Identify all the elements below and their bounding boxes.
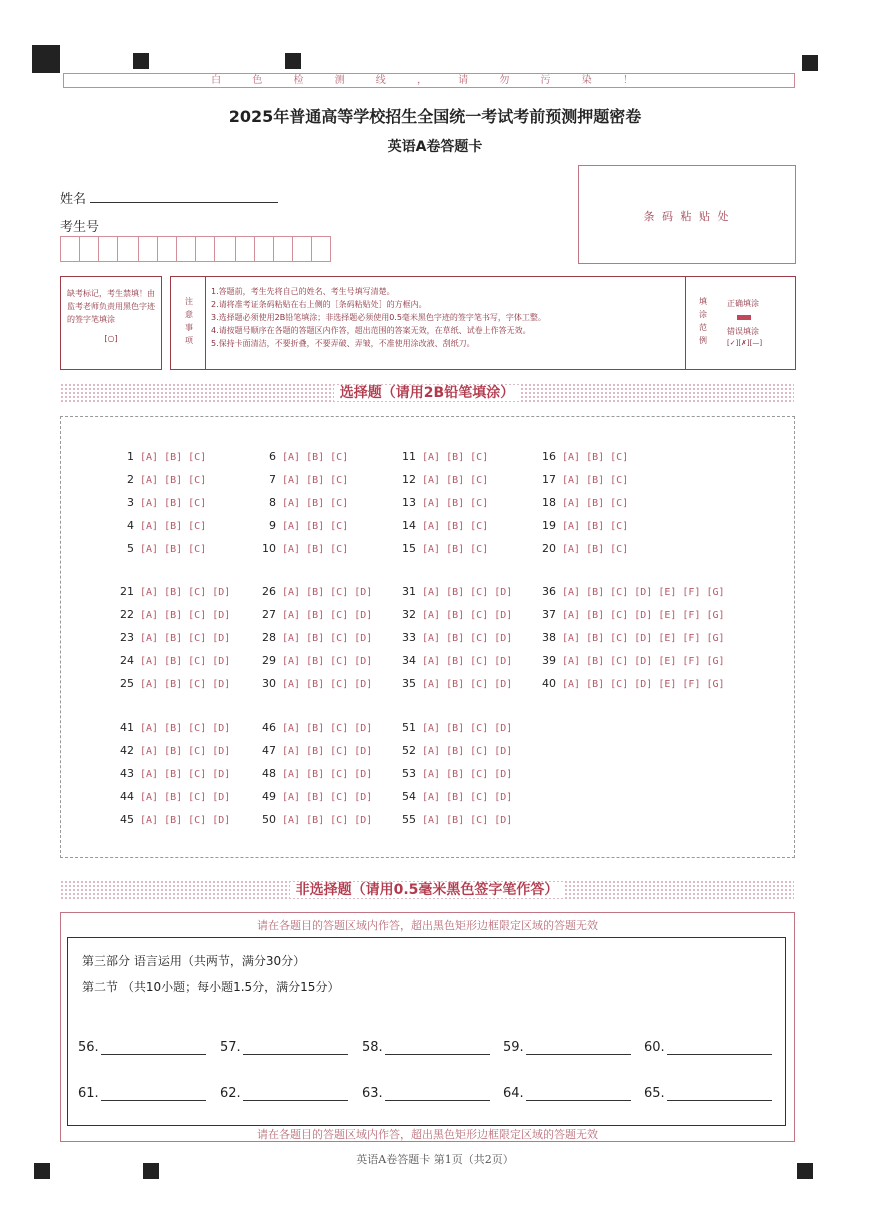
answer-options[interactable]: [A] [B] [C] [D] [E] [F] [G] (562, 610, 725, 621)
page-title: 2025年普通高等学校招生全国统一考试考前预测押题密卷 (228, 107, 642, 126)
question-number: 38 (542, 631, 556, 644)
question-44[interactable] (118, 790, 234, 803)
answer-options[interactable]: [A] [B] [C] (562, 544, 629, 555)
id-digit-cell[interactable] (79, 236, 99, 262)
question-number: 9 (269, 519, 276, 532)
blank-number: 61. (78, 1086, 99, 1101)
objective-header (60, 383, 794, 403)
question-4[interactable] (118, 519, 210, 532)
question-number: 28 (262, 631, 276, 644)
question-number: 47 (262, 744, 276, 757)
answer-options[interactable]: [A] [B] [C] [D] (422, 815, 513, 826)
question-46[interactable] (260, 721, 376, 734)
question-number: 3 (127, 496, 134, 509)
answer-blank[interactable] (644, 1086, 772, 1101)
blank-line[interactable] (101, 1088, 206, 1101)
blank-line[interactable] (243, 1088, 348, 1101)
answer-options[interactable]: [A] [B] [C] [D] (422, 746, 513, 757)
question-10[interactable] (260, 542, 352, 555)
detection-band: 白 色 检 测 线 ， 请 勿 污 染 ！ (63, 73, 795, 88)
answer-options[interactable]: [A] [B] [C] [D] (140, 633, 231, 644)
registration-mark (133, 53, 149, 69)
question-number: 11 (402, 450, 416, 463)
id-digit-cell[interactable] (195, 236, 215, 262)
answer-blank[interactable] (503, 1040, 631, 1055)
question-22[interactable] (118, 608, 234, 621)
notice-item: 1.答题前，考生先将自己的姓名、考生号填写清楚。 (211, 287, 395, 296)
question-number: 35 (402, 677, 416, 690)
name-label: 姓名 (60, 192, 87, 207)
question-41[interactable] (118, 721, 234, 734)
blank-number: 60. (644, 1040, 665, 1055)
question-7[interactable] (260, 473, 352, 486)
blank-line[interactable] (667, 1088, 772, 1101)
question-number: 46 (262, 721, 276, 734)
question-number: 53 (402, 767, 416, 780)
question-37[interactable] (540, 608, 729, 621)
question-27[interactable] (260, 608, 376, 621)
answer-options[interactable]: [A] [B] [C] (562, 498, 629, 509)
question-53[interactable] (400, 767, 516, 780)
question-18[interactable] (540, 496, 632, 509)
answer-options[interactable]: [A] [B] [C] (140, 521, 207, 532)
blank-number: 59. (503, 1040, 524, 1055)
answer-options[interactable]: [A] [B] [C] [D] (422, 610, 513, 621)
question-1[interactable] (118, 450, 210, 463)
subjective-title: 非选择题（请用0.5毫米黑色签字笔作答） (290, 882, 565, 898)
blank-number: 63. (362, 1086, 383, 1101)
id-digit-cell[interactable] (254, 236, 274, 262)
answer-options[interactable]: [A] [B] [C] [D] (422, 633, 513, 644)
answer-options[interactable]: [A] [B] [C] [D] (140, 610, 231, 621)
question-39[interactable] (540, 654, 729, 667)
answer-options[interactable]: [A] [B] [C] [D] (422, 656, 513, 667)
question-33[interactable] (400, 631, 516, 644)
answer-options[interactable]: [A] [B] [C] [D] (282, 769, 373, 780)
question-number: 37 (542, 608, 556, 621)
notice-item: 3.选择题必须使用2B铅笔填涂；非选择题必须使用0.5毫米黑色字迹的签字笔书写，字体工整。 (211, 313, 546, 322)
registration-mark (802, 55, 818, 71)
answer-options[interactable]: [A] [B] [C] [D] (282, 679, 373, 690)
question-6[interactable] (260, 450, 352, 463)
id-digit-cell[interactable] (214, 236, 236, 262)
id-label: 考生号 (60, 220, 100, 235)
answer-options[interactable]: [A] [B] [C] [D] (282, 633, 373, 644)
question-number: 17 (542, 473, 556, 486)
answer-options[interactable]: [A] [B] [C] [D] (282, 792, 373, 803)
question-number: 16 (542, 450, 556, 463)
question-55[interactable] (400, 813, 516, 826)
id-digit-cell[interactable] (138, 236, 158, 262)
question-12[interactable] (400, 473, 492, 486)
notice-item: 2.请将准考证条码粘贴在右上侧的［条码粘贴处］的方框内。 (211, 300, 427, 309)
answer-options[interactable]: [A] [B] [C] [D] (422, 679, 513, 690)
question-19[interactable] (540, 519, 632, 532)
answer-options[interactable]: [A] [B] [C] (282, 475, 349, 486)
answer-options[interactable]: [A] [B] [C] [D] (282, 746, 373, 757)
answer-blank[interactable] (78, 1086, 206, 1101)
blank-number: 58. (362, 1040, 383, 1055)
answer-options[interactable]: [A] [B] [C] [D] (422, 587, 513, 598)
blank-line[interactable] (526, 1042, 631, 1055)
question-number: 23 (120, 631, 134, 644)
question-number: 54 (402, 790, 416, 803)
question-32[interactable] (400, 608, 516, 621)
question-number: 44 (120, 790, 134, 803)
question-54[interactable] (400, 790, 516, 803)
answer-options[interactable]: [A] [B] [C] (282, 544, 349, 555)
objective-title: 选择题（请用2B铅笔填涂） (334, 385, 520, 401)
page-footer: 英语A卷答题卡 第1页（共2页） (356, 1153, 514, 1166)
question-51[interactable] (400, 721, 516, 734)
question-number: 30 (262, 677, 276, 690)
question-number: 14 (402, 519, 416, 532)
answer-options[interactable]: [A] [B] [C] [D] (140, 723, 231, 734)
answer-options[interactable]: [A] [B] [C] (282, 521, 349, 532)
question-number: 41 (120, 721, 134, 734)
id-digit-cell[interactable] (60, 236, 80, 262)
answer-options[interactable]: [A] [B] [C] [D] (422, 792, 513, 803)
question-number: 8 (269, 496, 276, 509)
question-36[interactable] (540, 585, 729, 598)
question-number: 20 (542, 542, 556, 555)
question-number: 25 (120, 677, 134, 690)
blank-number: 64. (503, 1086, 524, 1101)
question-8[interactable] (260, 496, 352, 509)
section-heading: 第二节 （共10小题；每小题1.5分，满分15分） (82, 980, 340, 994)
question-23[interactable] (118, 631, 234, 644)
id-digit-cell[interactable] (98, 236, 118, 262)
answer-options[interactable]: [A] [B] [C] (422, 452, 489, 463)
question-31[interactable] (400, 585, 516, 598)
question-number: 45 (120, 813, 134, 826)
answer-options[interactable]: [A] [B] [C] [D] (140, 769, 231, 780)
id-digit-cell[interactable] (311, 236, 331, 262)
id-grid[interactable] (60, 236, 330, 262)
correct-fill-sample (737, 315, 751, 320)
blank-line[interactable] (243, 1042, 348, 1055)
answer-options[interactable]: [A] [B] [C] [D] [E] [F] [G] (562, 679, 725, 690)
question-number: 55 (402, 813, 416, 826)
question-13[interactable] (400, 496, 492, 509)
question-17[interactable] (540, 473, 632, 486)
id-digit-cell[interactable] (117, 236, 139, 262)
answer-blank[interactable] (78, 1040, 206, 1055)
question-35[interactable] (400, 677, 516, 690)
absent-box (60, 276, 162, 370)
answer-options[interactable]: [A] [B] [C] [D] [E] [F] [G] (562, 656, 725, 667)
question-number: 10 (262, 542, 276, 555)
question-29[interactable] (260, 654, 376, 667)
question-number: 42 (120, 744, 134, 757)
question-49[interactable] (260, 790, 376, 803)
question-number: 48 (262, 767, 276, 780)
blank-line[interactable] (667, 1042, 772, 1055)
page-subtitle: 英语A卷答题卡 (387, 139, 483, 155)
question-30[interactable] (260, 677, 376, 690)
notice-item: 5.保持卡面清洁，不要折叠，不要弄破、弄皱，不准使用涂改液、刮纸刀。 (211, 339, 475, 348)
question-number: 52 (402, 744, 416, 757)
answer-options[interactable]: [A] [B] [C] [D] (282, 610, 373, 621)
question-number: 27 (262, 608, 276, 621)
notice-item: 4.请按题号顺序在各题的答题区内作答，超出范围的答案无效，在草纸、试卷上作答无效。 (211, 326, 531, 335)
answer-options[interactable]: [A] [B] [C] [D] (140, 679, 231, 690)
question-number: 18 (542, 496, 556, 509)
blank-number: 57. (220, 1040, 241, 1055)
answer-options[interactable]: [A] [B] [C] (422, 475, 489, 486)
answer-options[interactable]: [A] [B] [C] (282, 452, 349, 463)
answer-blank[interactable] (362, 1040, 490, 1055)
absent-mark[interactable]: [○] (104, 334, 118, 343)
question-number: 7 (269, 473, 276, 486)
question-26[interactable] (260, 585, 376, 598)
question-number: 51 (402, 721, 416, 734)
area-warning-bottom: 请在各题目的答题区域内作答，超出黑色矩形边框限定区域的答题无效 (257, 1128, 598, 1141)
answer-options[interactable]: [A] [B] [C] [D] [E] [F] [G] (562, 633, 725, 644)
answer-options[interactable]: [A] [B] [C] [D] (282, 656, 373, 667)
question-2[interactable] (118, 473, 210, 486)
answer-options[interactable]: [A] [B] [C] [D] (140, 587, 231, 598)
question-45[interactable] (118, 813, 234, 826)
answer-options[interactable]: [A] [B] [C] (140, 452, 207, 463)
notice-box (170, 276, 796, 370)
question-number: 6 (269, 450, 276, 463)
barcode-area (578, 165, 796, 264)
id-digit-cell[interactable] (157, 236, 177, 262)
id-digit-cell[interactable] (292, 236, 312, 262)
question-50[interactable] (260, 813, 376, 826)
answer-options[interactable]: [A] [B] [C] (562, 521, 629, 532)
blank-line[interactable] (101, 1042, 206, 1055)
question-16[interactable] (540, 450, 632, 463)
question-number: 12 (402, 473, 416, 486)
notice-list (211, 285, 681, 350)
question-25[interactable] (118, 677, 234, 690)
wrong-fill-sample: [✓][✗][—] (727, 339, 763, 347)
answer-options[interactable]: [A] [B] [C] (422, 498, 489, 509)
question-number: 15 (402, 542, 416, 555)
question-number: 21 (120, 585, 134, 598)
question-9[interactable] (260, 519, 352, 532)
answer-options[interactable]: [A] [B] [C] [D] (422, 769, 513, 780)
answer-blank[interactable] (503, 1086, 631, 1101)
answer-options[interactable]: [A] [B] [C] (562, 452, 629, 463)
answer-options[interactable]: [A] [B] [C] (140, 498, 207, 509)
question-21[interactable] (118, 585, 234, 598)
registration-mark (32, 45, 60, 73)
question-47[interactable] (260, 744, 376, 757)
registration-mark (285, 53, 301, 69)
fill-example-label: 填涂范例 (699, 297, 707, 345)
correct-fill-label: 正确填涂 (727, 299, 759, 308)
question-number: 4 (127, 519, 134, 532)
answer-blank[interactable] (644, 1040, 772, 1055)
question-number: 36 (542, 585, 556, 598)
blank-line[interactable] (385, 1088, 490, 1101)
question-11[interactable] (400, 450, 492, 463)
part-heading: 第三部分 语言运用（共两节，满分30分） (82, 954, 306, 968)
barcode-label: 条 码 粘 贴 处 (643, 210, 731, 223)
question-52[interactable] (400, 744, 516, 757)
question-number: 1 (127, 450, 134, 463)
answer-blank[interactable] (220, 1086, 348, 1101)
question-number: 2 (127, 473, 134, 486)
question-5[interactable] (118, 542, 210, 555)
question-number: 5 (127, 542, 134, 555)
id-digit-cell[interactable] (273, 236, 293, 262)
question-38[interactable] (540, 631, 729, 644)
answer-options[interactable]: [A] [B] [C] [D] (422, 723, 513, 734)
question-number: 31 (402, 585, 416, 598)
question-number: 19 (542, 519, 556, 532)
answer-options[interactable]: [A] [B] [C] [D] (140, 815, 231, 826)
question-number: 33 (402, 631, 416, 644)
id-digit-cell[interactable] (176, 236, 196, 262)
answer-options[interactable]: [A] [B] [C] (282, 498, 349, 509)
question-3[interactable] (118, 496, 210, 509)
answer-options[interactable]: [A] [B] [C] [D] (282, 815, 373, 826)
answer-options[interactable]: [A] [B] [C] [D] (140, 746, 231, 757)
answer-options[interactable]: [A] [B] [C] [D] [E] [F] [G] (562, 587, 725, 598)
question-number: 40 (542, 677, 556, 690)
question-number: 50 (262, 813, 276, 826)
answer-options[interactable]: [A] [B] [C] (140, 544, 207, 555)
question-48[interactable] (260, 767, 376, 780)
area-warning-top: 请在各题目的答题区域内作答，超出黑色矩形边框限定区域的答题无效 (257, 919, 598, 932)
blank-line[interactable] (385, 1042, 490, 1055)
question-20[interactable] (540, 542, 632, 555)
blank-line[interactable] (526, 1088, 631, 1101)
question-number: 49 (262, 790, 276, 803)
subjective-header (60, 880, 794, 900)
answer-blank[interactable] (220, 1040, 348, 1055)
notice-label: 注意事项 (185, 297, 193, 345)
blank-number: 65. (644, 1086, 665, 1101)
question-number: 13 (402, 496, 416, 509)
name-field[interactable] (90, 188, 278, 203)
question-number: 24 (120, 654, 134, 667)
answer-options[interactable]: [A] [B] [C] (140, 475, 207, 486)
question-14[interactable] (400, 519, 492, 532)
blank-number: 62. (220, 1086, 241, 1101)
answer-blank[interactable] (362, 1086, 490, 1101)
answer-options[interactable]: [A] [B] [C] (562, 475, 629, 486)
wrong-fill-label: 错误填涂 (727, 327, 759, 336)
question-number: 43 (120, 767, 134, 780)
question-number: 39 (542, 654, 556, 667)
question-43[interactable] (118, 767, 234, 780)
question-15[interactable] (400, 542, 492, 555)
answer-options[interactable]: [A] [B] [C] [D] (140, 792, 231, 803)
absent-text: 缺考标记，考生禁填！由监考老师负责用黑色字迹的签字笔填涂 (67, 289, 155, 324)
blank-number: 56. (78, 1040, 99, 1055)
question-28[interactable] (260, 631, 376, 644)
question-42[interactable] (118, 744, 234, 757)
question-number: 34 (402, 654, 416, 667)
question-number: 32 (402, 608, 416, 621)
answer-options[interactable]: [A] [B] [C] (422, 544, 489, 555)
answer-options[interactable]: [A] [B] [C] [D] (140, 656, 231, 667)
question-40[interactable] (540, 677, 729, 690)
answer-options[interactable]: [A] [B] [C] [D] (282, 587, 373, 598)
question-number: 22 (120, 608, 134, 621)
id-digit-cell[interactable] (235, 236, 255, 262)
answer-options[interactable]: [A] [B] [C] (422, 521, 489, 532)
question-number: 26 (262, 585, 276, 598)
question-34[interactable] (400, 654, 516, 667)
question-24[interactable] (118, 654, 234, 667)
answer-options[interactable]: [A] [B] [C] [D] (282, 723, 373, 734)
question-number: 29 (262, 654, 276, 667)
